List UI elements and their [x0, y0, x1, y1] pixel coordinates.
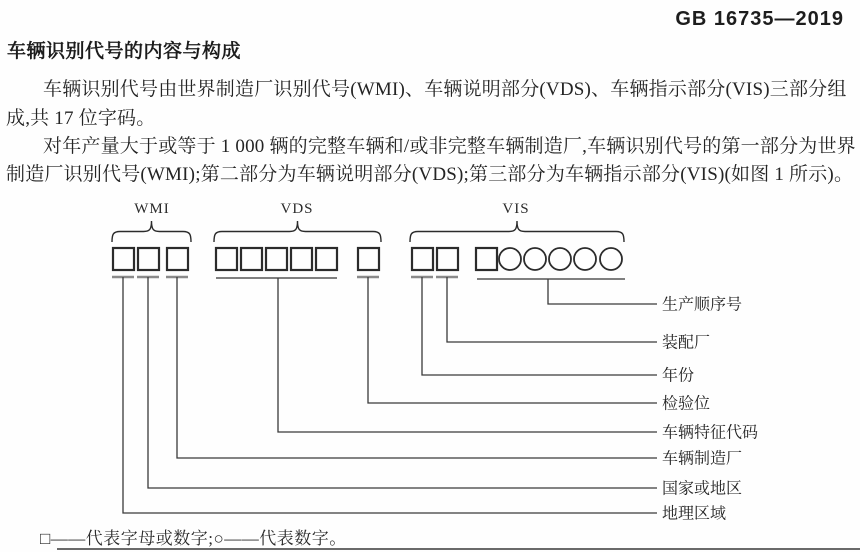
body-text-line: 成,共 17 位字码。: [6, 108, 156, 129]
vin-digit-circle: [600, 248, 622, 270]
vin-char-box: [216, 248, 237, 270]
standard-number: GB 16735—2019: [675, 8, 844, 30]
page-title: 车辆识别代号的内容与构成: [7, 41, 242, 62]
connector-line: [368, 277, 657, 403]
brace-vds: [214, 221, 381, 242]
connector-line: [422, 277, 657, 375]
part-label: 车辆制造厂: [662, 450, 743, 468]
vin-char-box: [437, 248, 458, 270]
vin-digit-circle: [499, 248, 521, 270]
connector-line: [123, 277, 657, 513]
part-label: 车辆特征代码: [662, 424, 759, 442]
vin-char-box: [316, 248, 337, 270]
vin-char-box: [412, 248, 433, 270]
vin-char-box: [241, 248, 262, 270]
brace-vis: [410, 221, 624, 242]
part-label: 检验位: [662, 395, 711, 413]
table-top-rule: [57, 548, 860, 550]
body-text-line: 制造厂识别代号(WMI);第二部分为车辆说明部分(VDS);第三部分为车辆指示部分(VIS)(如图 1 所示)。: [6, 164, 854, 185]
vin-structure-diagram: [0, 192, 860, 552]
vin-char-box: [138, 248, 159, 270]
body-text-line: 对年产量大于或等于 1 000 辆的完整车辆和/或非完整车辆制造厂,车辆识别代号的第一部分为世界: [43, 136, 856, 157]
section-label-wmi: WMI: [134, 201, 170, 217]
part-label: 装配厂: [662, 334, 711, 352]
vin-digit-circle: [574, 248, 596, 270]
body-text-line: 车辆识别代号由世界制造厂识别代号(WMI)、车辆说明部分(VDS)、车辆指示部分(VIS)三部分组: [43, 79, 847, 100]
vin-digit-circle: [524, 248, 546, 270]
part-label: 年份: [662, 367, 695, 385]
part-label: 国家或地区: [662, 480, 743, 498]
connector-line: [548, 279, 657, 304]
section-label-vds: VDS: [280, 201, 314, 217]
part-label: 地理区域: [662, 505, 727, 523]
legend-note: □——代表字母或数字;○——代表数字。: [40, 529, 347, 548]
vin-char-box: [167, 248, 188, 270]
vin-char-box: [266, 248, 287, 270]
brace-wmi: [112, 221, 191, 242]
connector-line: [148, 277, 657, 488]
vin-digit-circle: [549, 248, 571, 270]
vin-char-box: [113, 248, 134, 270]
vin-char-box: [291, 248, 312, 270]
vin-char-box: [476, 248, 497, 270]
vin-char-box: [358, 248, 379, 270]
connector-line: [278, 278, 657, 432]
connector-line: [447, 277, 657, 342]
part-label: 生产顺序号: [662, 296, 743, 314]
section-label-vis: VIS: [502, 201, 530, 217]
